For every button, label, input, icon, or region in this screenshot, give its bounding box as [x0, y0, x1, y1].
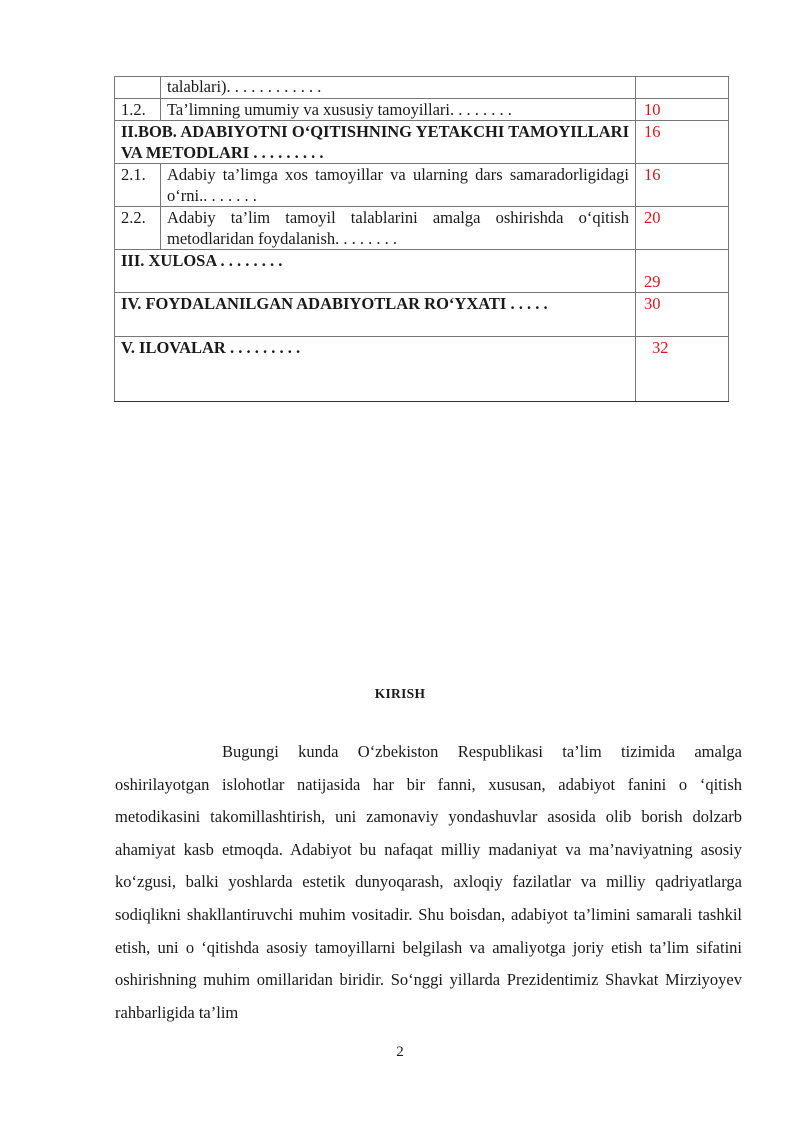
toc-row [115, 99, 729, 121]
toc-row-number: 2.2. [115, 207, 161, 250]
body-text [115, 736, 742, 1029]
toc-row [115, 121, 729, 164]
toc-section-title: V. ILOVALAR . . . . . . . . . [115, 337, 636, 402]
toc-row [115, 207, 729, 250]
toc-row-number [115, 77, 161, 99]
toc-row [115, 77, 729, 99]
table-of-contents [114, 76, 729, 402]
toc-row-page: 16 [636, 121, 729, 164]
toc-row-page: 29 [636, 250, 729, 293]
intro-paragraph: Bugungi kunda O‘zbekiston Respublikasi ta’lim tizimida amalga oshirilayotgan islohotlar natijasida har bir fanni, xususan, adabiyot fanini o ‘qitish metodikasini takomillashtirish, uni zamonaviy yondashuvlar asosida olib borish dolzarb ahamiyat kasb etmoqda. Adabiyot bu nafaqat milliy madaniyat va ma’naviyatning asosiy ko‘zgusi, balki yoshlarda estetik dunyoqarash, axloqiy fazilatlar va milliy qadriyatlarga sodiqlikni shakllantiruvchi muhim vositadir. Shu boisdan, adabiyot ta’limini samarali tashkil etish, uni o ‘qitishda asosiy tamoyillarni belgilash va amaliyotga joriy etish ta’lim sifatini oshirishning muhim omillaridan biridir. So‘nggi yillarda Prezidentimiz Shavkat Mirziyoyev rahbarligida ta’lim [115, 742, 742, 1022]
toc-row-title: Adabiy ta’lim tamoyil talablarini amalga oshirishda o‘qitish metodlaridan foydalanish. . . . . . . . [161, 207, 636, 250]
toc-row-page: 30 [636, 293, 729, 337]
toc-row-page [636, 77, 729, 99]
toc-row [115, 164, 729, 207]
toc-row-title: talablari). . . . . . . . . . . . [161, 77, 636, 99]
section-heading: KIRISH [374, 686, 426, 701]
toc-row-page: 10 [636, 99, 729, 121]
toc-row-number: 1.2. [115, 99, 161, 121]
toc-row-page: 20 [636, 207, 729, 250]
toc-row [115, 293, 729, 337]
toc-section-title: III. XULOSA . . . . . . . . [115, 250, 636, 293]
toc-row [115, 337, 729, 402]
toc-row-title: Ta’limning umumiy va xususiy tamoyillari. . . . . . . . [161, 99, 636, 121]
page-number: 2 [396, 1044, 404, 1060]
toc-row-page: 32 [636, 337, 729, 402]
toc-row-number: 2.1. [115, 164, 161, 207]
toc-row-title: Adabiy ta’limga xos tamoyillar va ularning dars samaradorligidagi o‘rni.. . . . . . . [161, 164, 636, 207]
toc-row-page: 16 [636, 164, 729, 207]
toc-chapter-title: II.BOB. ADABIYOTNI O‘QITISHNING YETAKCHI TAMOYILLARI VA METODLARI . . . . . . . . . [115, 121, 636, 164]
toc-section-title: IV. FOYDALANILGAN ADABIYOTLAR RO‘YXATI . . . . . [115, 293, 636, 337]
toc-row [115, 250, 729, 293]
